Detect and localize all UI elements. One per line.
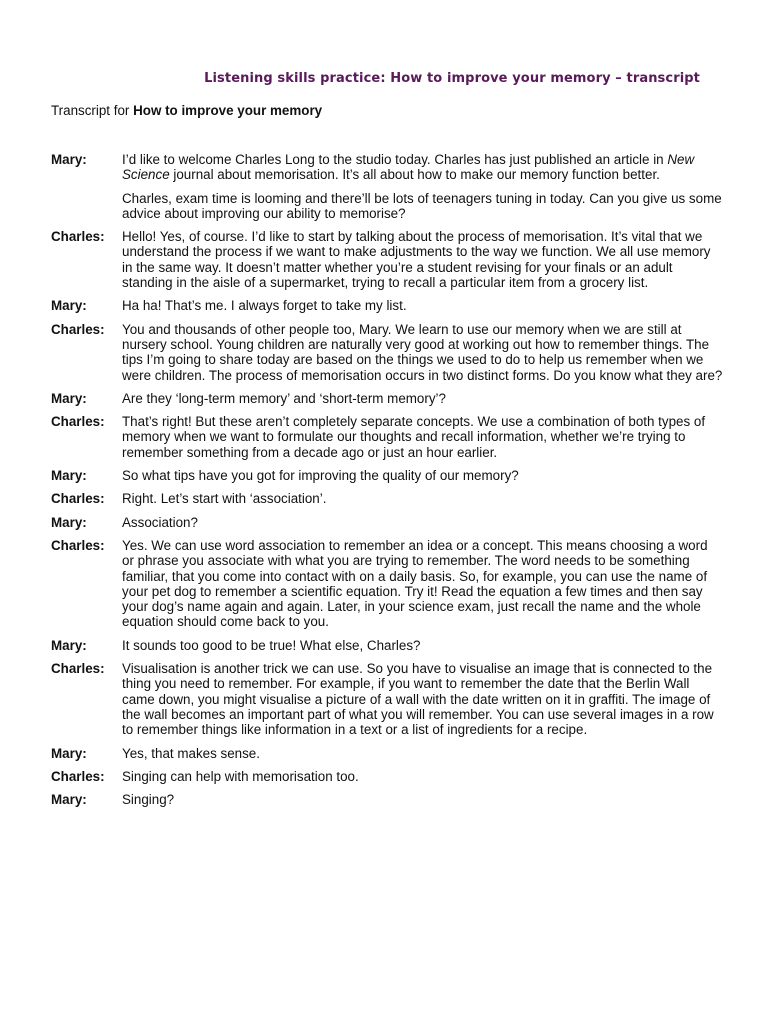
speech-paragraph [122, 391, 723, 406]
speaker-label: Mary: [51, 468, 87, 484]
speaker-label: Mary: [51, 637, 87, 653]
speech-text-segment: Association? [122, 514, 198, 530]
transcript-turn [51, 491, 723, 506]
speech-text-segment: Singing? [122, 792, 175, 808]
speech-text [122, 515, 723, 530]
speech-paragraph [122, 792, 723, 807]
speaker-label: Charles: [51, 537, 105, 553]
transcript-turn [51, 414, 723, 460]
speech-text-segment: Yes, that makes sense. [122, 745, 260, 761]
speech-text [122, 661, 723, 737]
speech-paragraph [122, 414, 723, 460]
speech-paragraph [122, 746, 723, 761]
transcript-turn [51, 229, 723, 290]
speech-text-segment: Yes. We can use word association to remember an idea or a concept. This means choosing a word or phrase you associate with what you are trying to remember. The word needs to be something familiar, that you come into contact with on a daily basis. So, for example, you can use the name of your pet dog to remember a scientific equation. Try it! Read the equation a few times and then say your dog’s name again and again. Later, in your science exam, just recall the name and the whole equation should come back to you. [122, 537, 708, 630]
speech-paragraph [122, 638, 723, 653]
transcript-turn [51, 638, 723, 653]
speech-text [122, 322, 723, 383]
speech-text-segment: It sounds too good to be true! What else, Charles? [122, 637, 421, 653]
speaker-label: Charles: [51, 491, 105, 507]
transcript-turn [51, 322, 723, 383]
speaker-label: Mary: [51, 298, 87, 314]
speech-text-segment: You and thousands of other people too, Mary. We learn to use our memory when we are still at nursery school. Young children are naturally very good at working out how to remember things. The tips I’m going to share today are based on the things we used to do to help us remember when we were children. The process of memorisation occurs in two distinct forms. Do you know what they are? [122, 321, 723, 383]
transcript-subheading [51, 103, 322, 118]
speech-text-segment: Charles, exam time is looming and there’ll be lots of teenagers tuning in today. Can you give us some advice about improving our ability to memorise? [122, 190, 722, 221]
speech-text [122, 638, 723, 653]
speaker-label: Mary: [51, 390, 87, 406]
transcript-turn [51, 792, 723, 807]
speech-text-segment: Right. Let’s start with ‘association’. [122, 491, 327, 507]
transcript-turn [51, 468, 723, 483]
speech-text-segment: Ha ha! That’s me. I always forget to take my list. [122, 298, 407, 314]
transcript-turn [51, 152, 723, 221]
speech-text-segment: Visualisation is another trick we can use. So you have to visualise an image that is connected to the thing you need to remember. For example, if you want to remember the date that the Berlin Wall came down, you might visualise a picture of a wall with the date written on it in graffiti. The image of the wall becomes an important part of what you will remember. You can use several images in a row to remember things like information in a text or a list of ingredients for a recipe. [122, 661, 714, 738]
speaker-label: Mary: [51, 792, 87, 808]
speech-text-segment: So what tips have you got for improving the quality of our memory? [122, 468, 519, 484]
speech-text [122, 468, 723, 483]
speech-text [122, 538, 723, 630]
speech-text-segment: Singing can help with memorisation too. [122, 768, 359, 784]
speech-text-segment: I’d like to welcome Charles Long to the studio today. Charles has just published an article in [122, 152, 668, 167]
speech-text [122, 792, 723, 807]
speech-paragraph [122, 515, 723, 530]
speaker-label: Mary: [51, 152, 87, 167]
transcript-turn [51, 391, 723, 406]
transcript-turn [51, 298, 723, 313]
speech-text-segment: That’s right! But these aren’t completely separate concepts. We use a combination of both types of memory when we want to formulate our thoughts and recall information, whether we’re trying to remember something from a decade ago or just an hour earlier. [122, 414, 706, 460]
speech-paragraph [122, 298, 723, 313]
speech-paragraph [122, 229, 723, 290]
speech-text [122, 229, 723, 290]
speech-text [122, 298, 723, 313]
page-title: Listening skills practice: How to improve your memory – transcript [204, 71, 700, 86]
italic-publication-name: New Science [122, 152, 695, 183]
speaker-label: Charles: [51, 229, 105, 245]
speech-paragraph [122, 468, 723, 483]
speech-paragraph [122, 191, 723, 222]
speaker-label: Charles: [51, 414, 105, 430]
speech-text-segment: Are they ‘long-term memory’ and ‘short-term memory’? [122, 390, 446, 406]
subheading-prefix: Transcript for [51, 103, 134, 118]
transcript-turn [51, 769, 723, 784]
speech-text-segment: Hello! Yes, of course. I’d like to start by talking about the process of memorisation. It’s vital that we understand the process if we want to make adjustments to the way we function. We all use memory in the same way. It doesn’t matter whether you’re a student revising for your finals or an adult standing in the aisle of a supermarket, trying to recall a particular item from a grocery list. [122, 229, 711, 291]
transcript-turn [51, 538, 723, 630]
speech-paragraph [122, 152, 723, 183]
speech-text [122, 152, 723, 221]
speech-text [122, 769, 723, 784]
speaker-label: Charles: [51, 768, 105, 784]
speech-paragraph [122, 661, 723, 737]
subheading-bold-title: How to improve your memory [133, 103, 323, 118]
speaker-label: Charles: [51, 661, 105, 677]
speech-paragraph [122, 538, 723, 630]
speech-text-segment: journal about memorisation. It’s all about how to make our memory function better. [169, 167, 660, 183]
speech-paragraph [122, 491, 723, 506]
speech-paragraph [122, 322, 723, 383]
speech-text [122, 414, 723, 460]
transcript-body [51, 152, 723, 815]
speaker-label: Mary: [51, 514, 87, 530]
speaker-label: Charles: [51, 321, 105, 337]
speech-text [122, 491, 723, 506]
transcript-turn [51, 661, 723, 737]
speaker-label: Mary: [51, 745, 87, 761]
transcript-turn [51, 746, 723, 761]
speech-paragraph [122, 769, 723, 784]
transcript-turn [51, 515, 723, 530]
speech-text [122, 391, 723, 406]
speech-text [122, 746, 723, 761]
